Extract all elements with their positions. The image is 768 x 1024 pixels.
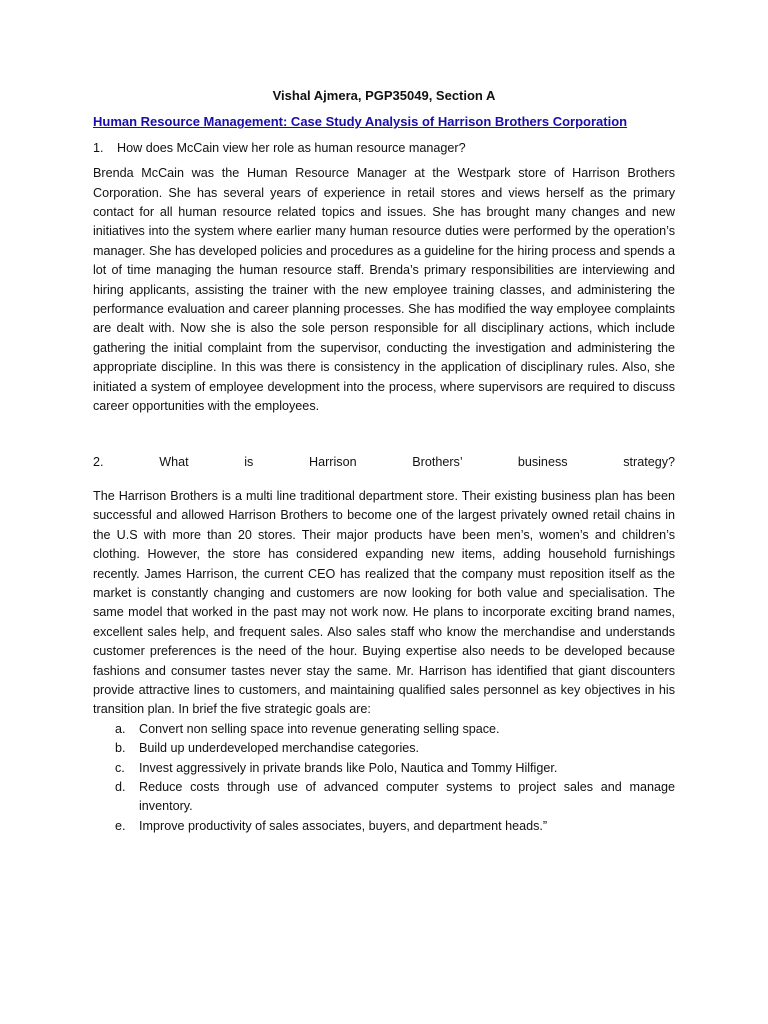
list-item	[115, 720, 675, 739]
question-2	[93, 453, 675, 472]
document-page	[93, 86, 675, 836]
goal-letter: b.	[115, 741, 126, 756]
question-1	[93, 139, 675, 158]
goal-text: Build up underdeveloped merchandise categories.	[139, 741, 420, 756]
goal-letter: e.	[115, 818, 126, 833]
list-item	[115, 817, 675, 836]
answer-1-paragraph: Brenda McCain was the Human Resource Manager at the Westpark store of Harrison Brothers Corporation. She has several years of experience in retail stores and views herself as the primary contact for all human resource related topics and issues. She has brought many changes and new initiatives into the system where earlier many human resource duties were performed by the operation’s manager. She has developed policies and procedures as a guideline for the hiring process and spends a lot of time managing the human resource staff. Brenda’s primary responsibilities are interviewing and hiring applicants, assisting the trainer with the new employee training classes, and administering the performance evaluation and career planning processes. She has modified the way employee complaints are dealt with. Now she is also the sole person responsible for all disciplinary actions, which include gathering the initial complaint from the supervisor, conducting the investigation and administering the appropriate discipline. In this was there is consistency in the application of disciplinary rules. Also, she initiated a system of employee development into the process, where supervisors are required to discuss career opportunities with the employees.	[93, 166, 675, 414]
question-1-text: How does McCain view her role as human resource manager?	[117, 140, 466, 155]
question-2-text: What is Harrison Brothers’ business strategy?	[159, 454, 675, 469]
list-item	[115, 778, 675, 817]
goal-text: Reduce costs through use of advanced computer systems to project sales and manage inventory.	[139, 780, 675, 814]
goal-text: Convert non selling space into revenue generating selling space.	[139, 721, 500, 736]
case-study-title-link[interactable]: Human Resource Management: Case Study Analysis of Harrison Brothers Corporation	[93, 114, 628, 130]
goal-letter: c.	[115, 760, 125, 775]
list-item	[115, 759, 675, 778]
question-1-number: 1.	[93, 140, 104, 155]
author-header: Vishal Ajmera, PGP35049, Section A	[272, 88, 496, 103]
list-item	[115, 739, 675, 758]
goal-text: Invest aggressively in private brands like Polo, Nautica and Tommy Hilfiger.	[139, 760, 558, 775]
goal-letter: d.	[115, 780, 126, 794]
goal-text: Improve productivity of sales associates, buyers, and department heads.”	[139, 818, 548, 833]
strategic-goals-list	[93, 720, 675, 836]
question-2-number: 2.	[93, 454, 104, 469]
answer-2-paragraph: The Harrison Brothers is a multi line traditional department store. Their existing business plan has been successful and allowed Harrison Brothers to become one of the largest privately owned retail chains in the U.S with more than 20 stores. Their major products have been men’s, women’s and children’s clothing. However, the store has considered expanding new items, adding household furnishings recently. James Harrison, the current CEO has realized that the company must reposition itself as the market is constantly changing and customers are now looking for both value and specialisation. The same model that worked in the past may not work now. He plans to incorporate exciting brand names, excellent sales help, and frequent sales. Also sales staff who know the merchandise and understands customer preferences is the need of the hour. Buying expertise also needs to be developed because fashions and consumer tastes never stay the same. Mr. Harrison has identified that giant discounters provide attractive lines to customers, and maintaining qualified sales personnel as key objectives in his transition plan. In brief the five strategic goals are:	[93, 488, 675, 717]
goal-letter: a.	[115, 721, 126, 736]
